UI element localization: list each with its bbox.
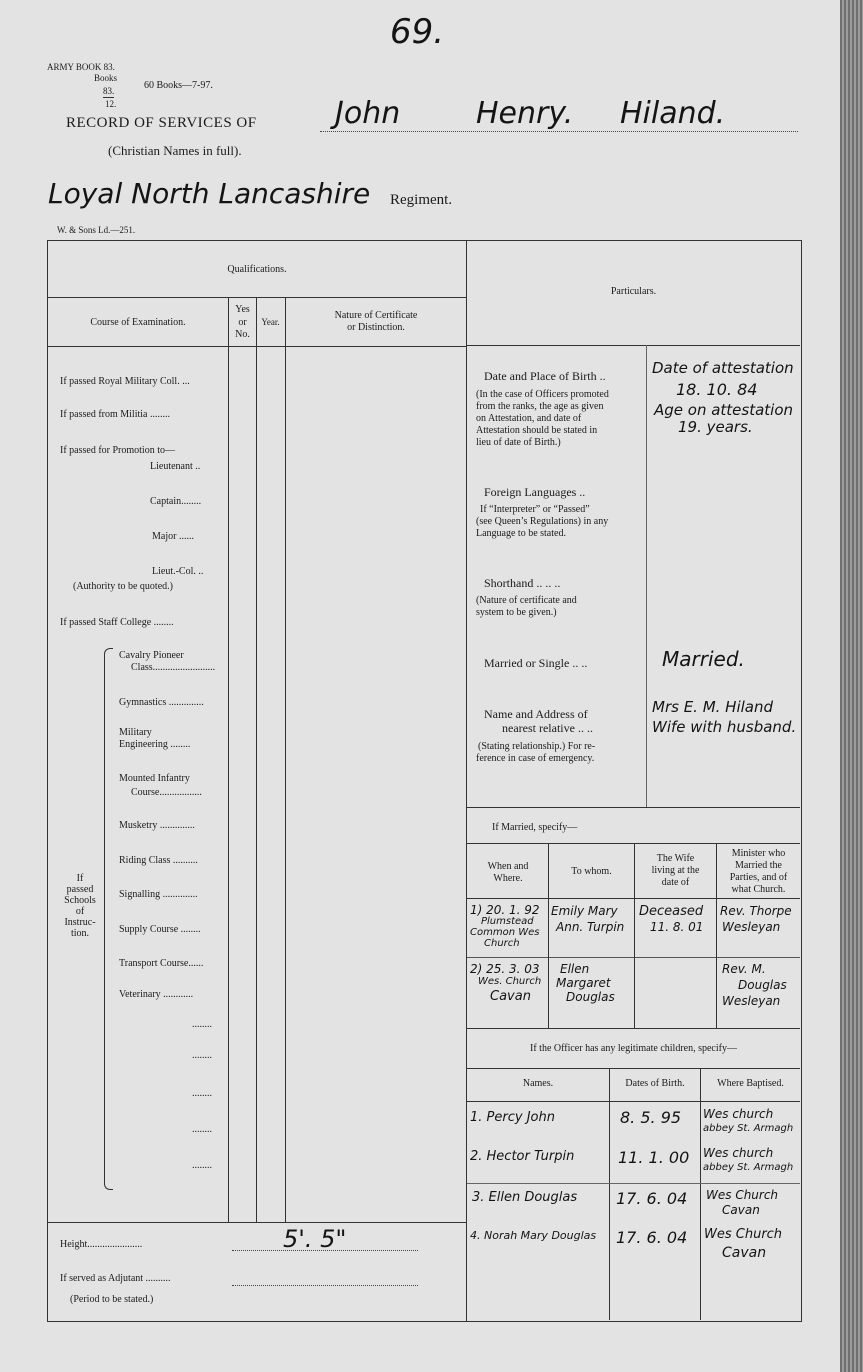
qual-row-staff-college: If passed Staff College ........ <box>60 617 174 628</box>
marriage-top <box>467 807 800 808</box>
relative-note-2: ference in case of emergency. <box>476 753 595 764</box>
adjutant-line <box>232 1285 418 1286</box>
adjutant-label: If served as Adjutant .......... <box>60 1273 171 1284</box>
books-label: Books <box>94 73 118 83</box>
col-course: Course of Examination. <box>90 317 186 328</box>
col-or: or <box>238 317 247 328</box>
qual-col-2 <box>256 297 257 1222</box>
languages-note-1: If “Interpreter” or “Passed” <box>480 504 590 515</box>
languages-note-3: Language to be stated. <box>476 528 566 539</box>
marriage-title: If Married, specify— <box>492 822 578 833</box>
height-line <box>232 1250 418 1251</box>
school-blank-4: ........ <box>192 1124 212 1135</box>
child-3-bapt-2: Cavan <box>722 1203 760 1217</box>
birth-note-1: (In the case of Officers promoted <box>476 389 609 400</box>
relative-note-1: (Stating relationship.) For re- <box>478 741 596 752</box>
col-wife-1: The Wife <box>656 853 695 864</box>
qual-row-authority: (Authority to be quoted.) <box>73 581 173 592</box>
birth-note-5: lieu of date of Birth.) <box>476 437 561 448</box>
col-nature-1: Nature of Certificate <box>334 310 418 321</box>
qual-col-1 <box>228 297 229 1222</box>
qual-row-promotion: If passed for Promotion to— <box>60 445 175 456</box>
married-label: Married or Single .. .. <box>484 656 588 670</box>
school-military-2: Engineering ........ <box>119 739 191 750</box>
page-number: 69. <box>390 12 445 52</box>
books-denominator: 12. <box>105 99 117 109</box>
print-run: 60 Books—7-97. <box>144 80 213 91</box>
marriage-1-whom-2: Ann. Turpin <box>556 920 625 934</box>
marriage-2-whom-2: Margaret <box>556 976 611 990</box>
child-3-name: 3. Ellen Douglas <box>472 1190 578 1205</box>
col-yes: Yes <box>235 304 250 315</box>
school-musketry: Musketry .............. <box>119 820 195 831</box>
school-signalling: Signalling .............. <box>119 889 198 900</box>
qualifications-title: Qualifications. <box>227 264 287 275</box>
shorthand-note-2: system to be given.) <box>476 607 557 618</box>
schools-label-4: of <box>75 906 85 917</box>
children-header-bottom <box>467 1101 800 1102</box>
col-whom: To whom. <box>571 866 612 877</box>
army-book-label: ARMY BOOK 83. <box>47 62 115 72</box>
birth-label: Date and Place of Birth .. <box>484 369 606 383</box>
child-1-bapt-1: Wes church <box>703 1107 774 1121</box>
books-number: 83. <box>103 86 114 98</box>
child-1-bapt-2: abbey St. Armagh <box>703 1123 794 1134</box>
school-blank-2: ........ <box>192 1050 212 1061</box>
languages-note-2: (see Queen’s Regulations) in any <box>476 516 609 527</box>
marriage-2-minister-2: Douglas <box>738 978 787 992</box>
qual-row-major: Major ...... <box>152 531 194 542</box>
marriage-1-whom-1: Emily Mary <box>551 904 618 918</box>
height-value: 5'. 5" <box>283 1225 347 1253</box>
qual-row-militia: If passed from Militia ........ <box>60 409 170 420</box>
col-bapt: Where Baptised. <box>717 1078 784 1089</box>
col-dob: Dates of Birth. <box>625 1078 685 1089</box>
name-middle: Henry. <box>476 96 574 131</box>
col-minister-2: Married the <box>735 860 782 871</box>
shorthand-label: Shorthand .. .. .. <box>484 576 561 590</box>
col-year: Year. <box>261 317 280 327</box>
height-divider <box>48 1222 466 1223</box>
record-label: RECORD OF SERVICES OF <box>66 115 257 131</box>
children-col-2 <box>700 1068 701 1320</box>
married-value: Married. <box>662 647 745 671</box>
school-cavalry-1: Cavalry Pioneer <box>119 650 184 661</box>
schools-brace <box>104 648 113 1190</box>
regiment-label: Regiment. <box>390 192 453 208</box>
marriage-2-whom-3: Douglas <box>566 990 615 1004</box>
particulars-col <box>646 345 647 807</box>
marriage-1-when-3: Common Wes <box>470 927 540 938</box>
child-3-bapt-1: Wes Church <box>706 1188 779 1202</box>
col-wife-3: date of <box>661 877 690 888</box>
school-gymnastics: Gymnastics .............. <box>119 697 204 708</box>
marriage-1-minister-1: Rev. Thorpe <box>720 904 792 918</box>
qual-header-bottom <box>48 346 466 347</box>
schools-label-5: Instruc- <box>64 917 96 928</box>
languages-label: Foreign Languages .. <box>484 485 586 499</box>
book-spine-edge <box>840 0 863 1372</box>
child-3-dob: 17. 6. 04 <box>616 1189 688 1208</box>
birth-note-2: from the ranks, the age as given <box>476 401 604 412</box>
particulars-header-bottom <box>467 345 800 346</box>
child-4-name: 4. Norah Mary Douglas <box>470 1229 597 1242</box>
school-mounted-1: Mounted Infantry <box>119 773 190 784</box>
marriage-2-minister-1: Rev. M. <box>722 962 766 976</box>
col-when-2: Where. <box>493 873 523 884</box>
child-2-dob: 11. 1. 00 <box>618 1148 690 1167</box>
marriage-2-when-1: 2) 25. 3. 03 <box>470 962 540 976</box>
particulars-title: Particulars. <box>610 286 657 297</box>
school-riding: Riding Class .......... <box>119 855 198 866</box>
school-cavalry-2: Class......................... <box>131 662 216 673</box>
col-minister-1: Minister who <box>731 848 786 859</box>
child-4-dob: 17. 6. 04 <box>616 1228 688 1247</box>
name-line <box>320 131 798 132</box>
child-2-bapt-1: Wes church <box>703 1146 774 1160</box>
col-when-1: When and <box>487 861 529 872</box>
child-1-dob: 8. 5. 95 <box>620 1108 682 1127</box>
adjutant-note: (Period to be stated.) <box>70 1294 154 1305</box>
relative-label-2: nearest relative .. .. <box>502 721 593 735</box>
birth-note-4: Attestation should be stated in <box>476 425 598 436</box>
school-supply: Supply Course ........ <box>119 924 201 935</box>
schools-label-2: passed <box>66 884 94 895</box>
marriage-2-when-2: Wes. Church <box>478 976 542 987</box>
school-blank-3: ........ <box>192 1088 212 1099</box>
marriage-1-wife-1: Deceased <box>639 904 704 919</box>
school-mounted-2: Course................. <box>131 787 202 798</box>
center-divider <box>466 240 467 1322</box>
col-names: Names. <box>522 1078 554 1089</box>
qual-row-rmc: If passed Royal Military Coll. ... <box>60 376 190 387</box>
school-blank-5: ........ <box>192 1160 212 1171</box>
col-wife-2: living at the <box>651 865 700 876</box>
col-nature-2: or Distinction. <box>347 322 405 333</box>
birth-note-3: on Attestation, and date of <box>476 413 582 424</box>
qual-row-lieutenant: Lieutenant .. <box>150 461 201 472</box>
name-last: Hiland. <box>620 96 726 131</box>
col-minister-3: Parties, and of <box>729 872 788 883</box>
qual-col-3 <box>285 297 286 1222</box>
children-header-top <box>467 1068 800 1069</box>
col-no: No. <box>235 329 250 340</box>
child-2-bapt-2: abbey St. Armagh <box>703 1162 794 1173</box>
child-4-bapt-1: Wes Church <box>704 1227 783 1242</box>
marriage-1-when-2: Plumstead <box>481 916 534 927</box>
school-veterinary: Veterinary ............ <box>119 989 194 1000</box>
school-military-1: Military <box>119 727 152 738</box>
children-top <box>467 1028 800 1029</box>
birth-value-3: Age on attestation <box>654 401 794 419</box>
children-col-1 <box>609 1068 610 1320</box>
qual-row-captain: Captain........ <box>150 496 202 507</box>
children-row-divider <box>467 1183 800 1184</box>
child-2-name: 2. Hector Turpin <box>470 1149 575 1164</box>
marriage-1-when-1: 1) 20. 1. 92 <box>470 903 540 917</box>
birth-value-4: 19. years. <box>678 418 753 436</box>
col-minister-4: what Church. <box>731 884 786 895</box>
shorthand-note-1: (Nature of certificate and <box>476 595 577 606</box>
qual-row-lieutcol: Lieut.-Col. .. <box>152 566 204 577</box>
schools-label-1: If <box>76 873 84 884</box>
regiment-name: Loyal North Lancashire <box>48 177 371 210</box>
birth-value-1: Date of attestation <box>652 359 794 377</box>
qual-header-top <box>48 297 466 298</box>
marriage-1-wife-2: 11. 8. 01 <box>650 920 704 934</box>
marriage-1-when-4: Church <box>484 938 520 949</box>
marriage-2-whom-1: Ellen <box>560 962 590 976</box>
children-title: If the Officer has any legitimate children, specify— <box>530 1043 737 1054</box>
child-1-name: 1. Percy John <box>470 1110 555 1125</box>
name-first: John <box>335 96 401 131</box>
christian-names-note: (Christian Names in full). <box>108 143 242 158</box>
relative-value-2: Wife with husband. <box>652 718 797 736</box>
printer-mark: W. & Sons Ld.—251. <box>57 225 136 235</box>
marriage-1-minister-2: Wesleyan <box>722 920 781 934</box>
relative-value-1: Mrs E. M. Hiland <box>652 698 774 716</box>
schools-label-6: tion. <box>70 928 90 939</box>
marriage-2-when-3: Cavan <box>490 989 531 1004</box>
relative-label-1: Name and Address of <box>484 707 588 721</box>
schools-label-3: Schools <box>64 895 96 906</box>
birth-value-2: 18. 10. 84 <box>676 380 758 399</box>
school-blank-1: ........ <box>192 1019 212 1030</box>
marriage-2-minister-3: Wesleyan <box>722 994 781 1008</box>
school-transport: Transport Course...... <box>119 958 204 969</box>
height-label: Height...................... <box>60 1239 143 1250</box>
child-4-bapt-2: Cavan <box>722 1245 767 1261</box>
